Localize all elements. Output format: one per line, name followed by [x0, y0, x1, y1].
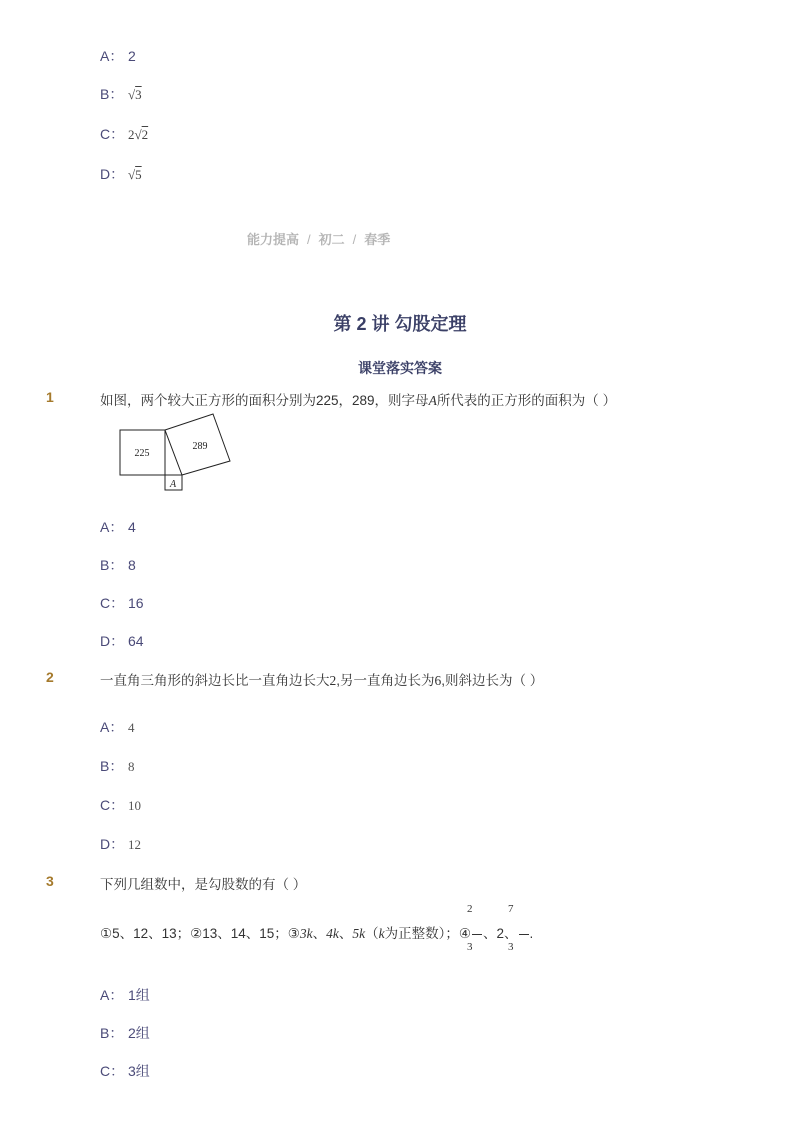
right-square-label: 289 — [192, 441, 208, 452]
question-text-part: 为正整数）；④ — [384, 926, 472, 941]
option-label: C： — [100, 126, 125, 142]
option-value: 8 — [128, 557, 136, 573]
option-label: B： — [100, 557, 124, 573]
q3-option-a[interactable] — [100, 985, 150, 1005]
footer-separator: / — [307, 232, 311, 247]
period: . — [529, 926, 534, 941]
small-square-label: A — [169, 479, 177, 490]
q2-option-a[interactable] — [100, 717, 135, 737]
math-term: 3k — [299, 926, 313, 941]
coefficient: 2 — [128, 127, 135, 142]
question-text-part: ,则斜边长为（ ） — [441, 673, 544, 688]
option-value: 4 — [128, 720, 135, 735]
fraction-placeholder — [519, 934, 529, 935]
prev-option-a[interactable] — [100, 46, 136, 66]
sqrt-expression: √5 — [128, 167, 142, 182]
answers-title: 课堂落实答案 — [358, 360, 442, 376]
option-label: C： — [100, 1063, 125, 1079]
left-square-label: 225 — [134, 448, 150, 459]
option-value: 16 — [128, 595, 144, 611]
option-label: C： — [100, 595, 125, 611]
fraction-2-numerator: 7 — [508, 903, 514, 915]
question-1-text — [100, 389, 616, 409]
question-text-part: 所代表的正方形的面积为（ ） — [436, 393, 617, 408]
question-text-part: ,另一直角边长为 — [336, 673, 435, 688]
question-2-text — [100, 669, 543, 689]
q3-option-b[interactable] — [100, 1023, 150, 1043]
option-label: D： — [100, 633, 125, 649]
option-value: 2 — [128, 48, 136, 64]
sqrt-expression: 2√2 — [128, 127, 149, 142]
option-label: A： — [100, 987, 124, 1003]
option-label: A： — [100, 48, 124, 64]
prev-option-b[interactable] — [100, 84, 142, 104]
fraction-1-numerator: 2 — [467, 903, 473, 915]
q1-option-a[interactable] — [100, 517, 136, 537]
q1-option-c[interactable] — [100, 593, 144, 613]
option-value: 64 — [128, 633, 144, 649]
variable: k — [378, 926, 385, 941]
question-number: 3 — [46, 873, 54, 889]
radicand: 2 — [141, 127, 149, 142]
variable: A — [428, 393, 437, 408]
option-value: 10 — [128, 798, 141, 813]
option-value: 3组 — [128, 1063, 150, 1079]
lecture-title: 第 2 讲 勾股定理 — [333, 314, 467, 334]
q2-option-d[interactable] — [100, 834, 141, 854]
prev-option-c[interactable] — [100, 124, 148, 144]
question-text-part: 如图，两个较大正方形的面积分别为225，289，则字母 — [100, 393, 429, 408]
radicand: 5 — [135, 167, 142, 182]
option-label: C： — [100, 797, 125, 813]
question-number: 1 — [46, 389, 54, 405]
fraction-placeholder — [472, 934, 482, 935]
option-value: 4 — [128, 519, 136, 535]
squares-figure — [116, 410, 236, 495]
option-value: 2组 — [128, 1025, 150, 1041]
number: 6 — [434, 673, 442, 688]
option-label: B： — [100, 758, 124, 774]
q1-option-b[interactable] — [100, 555, 136, 575]
question-number: 2 — [46, 669, 54, 685]
option-label: B： — [100, 1025, 124, 1041]
option-label: D： — [100, 166, 125, 182]
option-label: D： — [100, 836, 125, 852]
option-value: 1组 — [128, 987, 150, 1003]
math-term: 5k — [352, 926, 366, 941]
question-text-part: 、2、 — [483, 926, 518, 941]
fraction-2-denominator: 3 — [508, 941, 514, 953]
question-3-number-groups — [100, 922, 533, 942]
footer-separator: / — [352, 232, 357, 247]
option-value: 12 — [128, 837, 141, 852]
page-footer-breadcrumb — [247, 229, 390, 248]
q2-option-b[interactable] — [100, 756, 135, 776]
q2-option-c[interactable] — [100, 795, 141, 815]
question-text-part: 一直角三角形的斜边长比一直角边长大 — [100, 673, 330, 688]
sqrt-expression: √3 — [128, 87, 142, 102]
paren: （ — [365, 926, 379, 941]
prev-option-d[interactable] — [100, 164, 142, 184]
separator: 、 — [338, 926, 353, 941]
number: 2 — [329, 673, 337, 688]
math-term: 4k — [326, 926, 339, 941]
question-text-part: ①5、12、13；②13、14、15；③ — [100, 926, 300, 941]
option-label: A： — [100, 719, 124, 735]
q1-option-d[interactable] — [100, 631, 144, 651]
q3-option-c[interactable] — [100, 1061, 150, 1081]
footer-part: 春季 — [364, 232, 391, 247]
separator: 、 — [312, 926, 327, 941]
footer-part: 初二 — [318, 232, 345, 247]
option-value: 8 — [128, 759, 135, 774]
option-label: A： — [100, 519, 124, 535]
fraction-1-denominator: 3 — [467, 941, 473, 953]
radicand: 3 — [135, 87, 142, 102]
question-3-text: 下列几组数中，是勾股数的有（ ） — [100, 877, 307, 892]
footer-part: 能力提高 — [247, 232, 300, 247]
option-label: B： — [100, 86, 124, 102]
